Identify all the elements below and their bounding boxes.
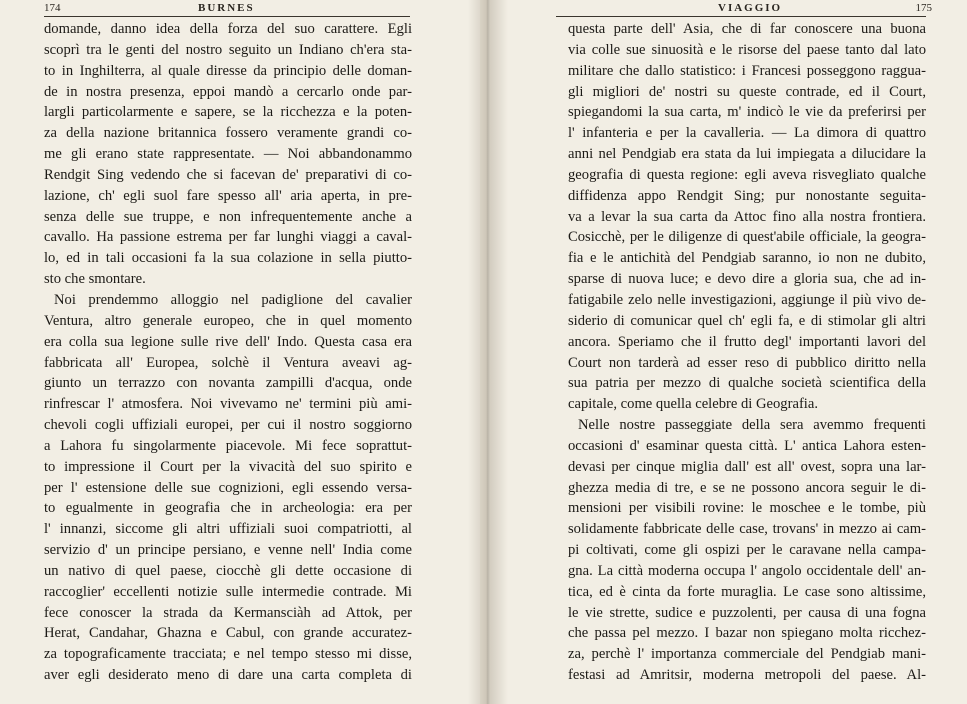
text-line: aver egli desiderato meno di dare una carta completa di (44, 667, 412, 684)
text-line: Herat, Candahar, Ghazna e Cabul, con grande accuratez- (44, 625, 412, 642)
left-page-body (44, 19, 412, 686)
text-line: l' infanteria e per la cavalleria. — La dimora di quattro (568, 125, 926, 142)
text-line: sua patria per mezzo di qualche società scientifica della (568, 375, 926, 392)
left-header-rule (44, 16, 410, 17)
text-line: senza delle sue truppe, e non infrequentemente anche a (44, 208, 412, 225)
book-gutter (468, 0, 508, 704)
text-line: me gli erano state rappresentate. — Noi abbandonammo (44, 146, 412, 163)
text-line: Court non tarderà ad esser reso di pubblico diritto nella (568, 354, 926, 371)
text-line: diffidenza appo Rendgit Sing; pur nonostante seguita- (568, 187, 926, 204)
text-line: tica, ed è cinta da forte muraglia. Le case sono altissime, (568, 583, 926, 600)
text-line: questa parte dell' Asia, che di far conoscere una buona (568, 21, 926, 37)
text-line: to impressione il Court per la vivacità del suo spirito e (44, 458, 412, 475)
text-line: spiegandomi la sua carta, m' indicò le vie da preferirsi per (568, 104, 926, 121)
text-line: fabbricata all' Europea, solchè il Ventura aveavi ag- (44, 354, 412, 371)
text-line: Noi prendemmo alloggio nel padiglione del cavalier (54, 291, 412, 308)
text-line: sto che smontare. (44, 271, 146, 288)
text-line: Ventura, altro generale europeo, che in quel momento (44, 312, 412, 329)
right-page (488, 0, 967, 704)
text-line: geografia di questa regione: egli aveva risvegliato qualche (568, 166, 926, 183)
text-line: a Lahora fu singolarmente piacevole. Mi fece soprattut- (44, 437, 412, 454)
right-page-number: 175 (915, 2, 932, 14)
text-line: chevoli cogli uffiziali europei, per cui il nostro soggiorno (44, 417, 412, 434)
text-line: capitale, come quella celebre di Geografia. (568, 396, 818, 413)
text-line: va a levar la sua carta da Attoc fino alla nostra frontiera. (568, 208, 926, 225)
text-line: Nelle nostre passeggiate della sera avemmo frequenti (578, 417, 926, 434)
text-line: sparse di nuova luce; e devo dire a gloria sua, che ad in- (568, 271, 926, 288)
text-line: Rendgit Sing vedendo che si facevan de' preparativi di co- (44, 166, 412, 183)
left-page (0, 0, 480, 704)
text-line: fia e le antichità del Pendgiab saranno, io non ne dubito, (568, 250, 926, 267)
text-line: era colla sua legione sulle rive dell' Indo. Questa casa era (44, 333, 412, 350)
text-line: devasi per cinque miglia dall' est all' ovest, sopra una lar- (568, 458, 926, 475)
text-line: un nativo di quel paese, ciocchè gli dette occasione di (44, 562, 412, 579)
text-line: lo, ed in tali occasioni fa la sua colazione in sella piutto- (44, 250, 412, 267)
text-line: za, perchè l' importanza commerciale del Pendgiab mani- (568, 646, 926, 663)
text-line: anni nel Pendgiab era stata da lui impiegata a dilucidare la (568, 146, 926, 163)
text-line: za della nazione britannica fossero veramente grandi co- (44, 125, 412, 142)
text-line: raccoglier' eccellenti notizie sulle intermedie contrade. Mi (44, 583, 412, 600)
text-line: cavallo. Ha passione estrema per far lunghi viaggi a caval- (44, 229, 412, 246)
text-line: za topograficamente tracciata; e nel tempo stesso mi disse, (44, 646, 412, 663)
text-line: ghezza media di tre, e se ne possono ancora seguir le di- (568, 479, 926, 496)
text-line: gli migliori de' nostri su queste contrade, ed il Court, (568, 83, 926, 100)
text-line: occasioni d' esaminar questa città. L' antica Lahora esten- (568, 437, 926, 454)
text-line: mensioni per visibili rovine: le moschee e le tombe, più (568, 500, 926, 517)
text-line: siderio di comunicar quel ch' egli fa, e di stimolar gli altri (568, 312, 926, 329)
text-line: gna. La città moderna occupa l' angolo occidentale dell' an- (568, 562, 926, 579)
text-line: Cosicchè, per le diligenze di quest'abile officiale, la geogra- (568, 229, 926, 246)
right-page-body (568, 19, 926, 686)
text-line: per l' estensione delle sue cognizioni, egli essendo versa- (44, 479, 412, 496)
text-line: l' innanzi, siccome gli altri uffiziali suoi compatriotti, al (44, 521, 412, 538)
text-line: ancora. Speriamo che il frutto degl' importanti lavori del (568, 333, 926, 350)
text-line: solidamente fabbricate delle case, trovans' in mezzo ai cam- (568, 521, 926, 538)
text-line: rinfrescar l' atmosfera. Noi vivevamo ne' termini più ami- (44, 396, 412, 413)
text-line: militare che dallo statistico: i Francesi posseggono ragguа- (568, 62, 926, 79)
text-line: che passa pel mezzo. I bazar non spiegano molta ricchez- (568, 625, 926, 642)
left-page-number: 174 (44, 2, 61, 14)
right-header-rule (556, 16, 926, 17)
text-line: fatigabile zelo nelle investigazioni, aggiunge il più vivo de- (568, 291, 926, 308)
text-line: domande, danno idea della forza del suo carattere. Egli (44, 21, 412, 37)
text-line: scoprì tra le genti del nostro seguito un Indiano ch'era sta- (44, 41, 412, 58)
left-running-title: BURNES (198, 2, 255, 14)
text-line: largli particolarmente e sapere, se la ricchezza e la poten- (44, 104, 412, 121)
text-line: servizio d' un principe persiano, e venne nell' India come (44, 542, 412, 559)
right-running-title: VIAGGIO (718, 2, 783, 14)
text-line: pi coltivati, come gli ospizi per le caravane nella campa- (568, 542, 926, 559)
text-line: lazione, ch' egli suol fare spesso all' aria aperta, in pre- (44, 187, 412, 204)
right-page-header (568, 2, 932, 16)
text-line: le vie strette, sudice e puzzolenti, per causa di una fogna (568, 604, 926, 621)
text-line: to egualmente in geografia che in archeologia: era per (44, 500, 412, 517)
text-line: to in Inghilterra, al quale diresse da principio delle doman- (44, 62, 412, 79)
text-line: fece conoscer la strada da Kermansciàh ad Attok, per (44, 604, 412, 621)
text-line: de in nostra presenza, eppoi mandò a cercarlo onde par- (44, 83, 412, 100)
text-line: giunto un terrazzo con novanta zampilli d'acqua, onde (44, 375, 412, 392)
text-line: via colle sue sinuosità e le risorse del paese tanto dal lato (568, 41, 926, 58)
left-page-header (44, 2, 420, 16)
text-line: festasi ad Amritsir, moderna metropoli del paese. Al- (568, 667, 926, 684)
